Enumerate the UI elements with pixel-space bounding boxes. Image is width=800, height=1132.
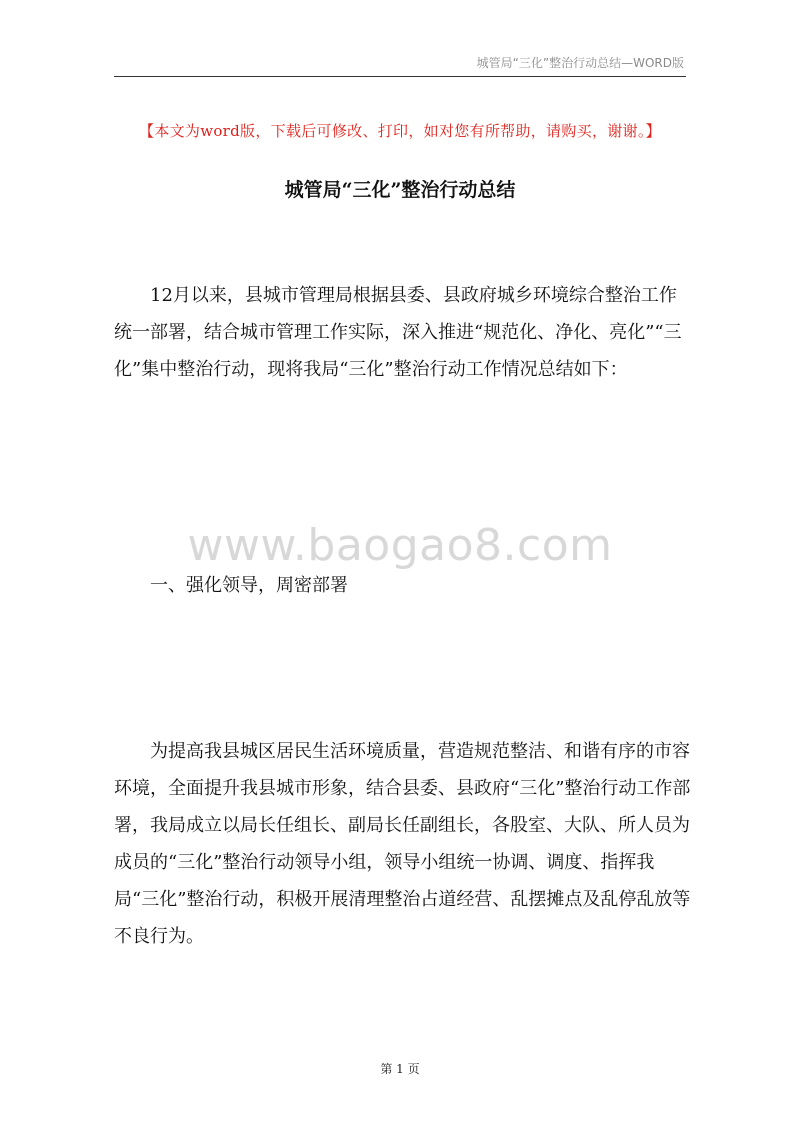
body-paragraph: 12月以来，县城市管理局根据县委、县政府城乡环境综合整治工作统一部署，结合城市管理工作实际，深入推进“规范化、净化、亮化”“三化”集中整治行动，现将我局“三化”整治行动工作情况总结如下： xyxy=(114,285,682,380)
document-title: 城管局“三化”整治行动总结 xyxy=(284,179,516,201)
header-divider xyxy=(114,76,686,77)
body-paragraph: 为提高我县城区居民生活环境质量，营造规范整洁、和谐有序的市容环境，全面提升我县城市形象，结合县委、县政府“三化”整治行动工作部署，我局成立以局长任组长、副局长任副组长，各股室、大队、所人员为成员的“三化”整治行动领导小组，领导小组统一协调、调度、指挥我局“三化”整治行动，积极开展清理整治占道经营、乱摆摊点及乱停乱放等不良行为。 xyxy=(114,741,691,947)
page-number: 第 1 页 xyxy=(380,1062,420,1076)
purchase-notice: 【本文为word版，下载后可修改、打印，如对您有所帮助，请购买，谢谢。】 xyxy=(139,122,661,140)
watermark: www.baogao8.com xyxy=(187,520,613,571)
running-header: 城管局“三化”整治行动总结—WORD版 xyxy=(476,56,684,70)
section-heading: 一、强化领导，周密部署 xyxy=(150,575,348,596)
